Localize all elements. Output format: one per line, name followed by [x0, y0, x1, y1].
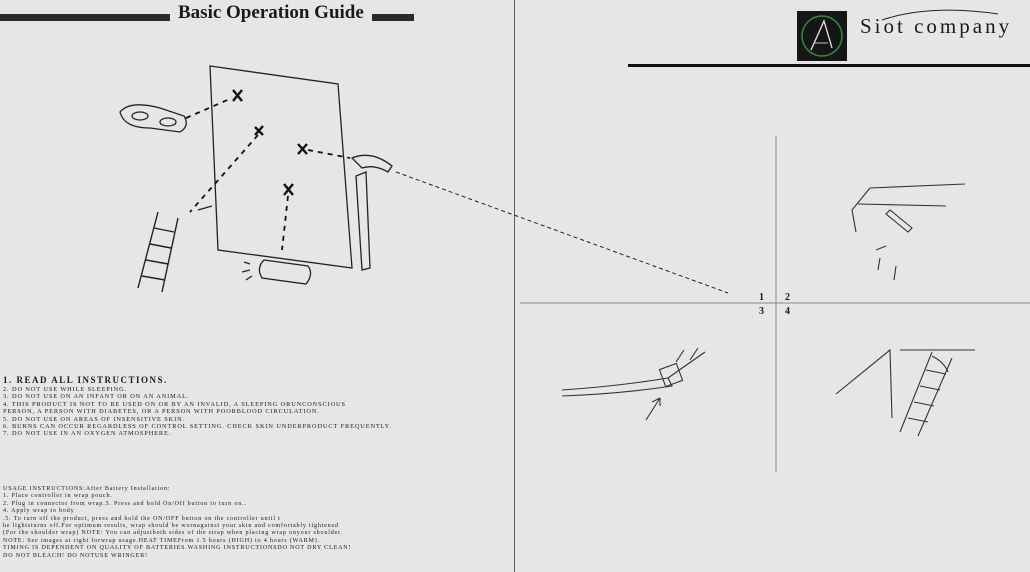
usage-line: (For the shoulder wrap) NOTE: You can adjustboth sides of the strap when placing wrap onyour shoulder.	[3, 530, 343, 537]
ladder-wall-sketch	[836, 350, 975, 436]
page-title: Basic Operation Guide	[178, 2, 364, 23]
ladder-sketch	[138, 212, 178, 292]
battery-sketch	[242, 260, 311, 284]
usage-line: USAGE INSTRUCTIONS:After Battery Installation:	[3, 486, 171, 492]
target-marks	[233, 90, 307, 195]
warning-line: 7. DO NOT USE IN AN OXYGEN ATMOSPHERE.	[3, 430, 172, 438]
usage-line: 2. Plug in connector from wrap.3. Press and hold On/Off button to turn on..	[3, 500, 247, 507]
goggles-sketch	[120, 105, 186, 132]
usage-line: NOTE: See images at right forwrap usage.HEAT TIMEFrom 1.5 hours (HIGH) to 4 hours (WARM).	[3, 537, 320, 544]
warnings-section	[3, 375, 508, 438]
arm-wrap-sketch	[562, 348, 705, 420]
warning-line: 6. BURNS CAN OCCUR REGARDLESS OF CONTROL SETTING. CHECK SKIN UNDERPRODUCT FREQUENTLY.	[3, 423, 392, 431]
usage-line: he lightsturns off.For optimum results, wrap should be wornagainst your skin and comfortably tightened	[3, 523, 339, 530]
warning-line: PERSON, A PERSON WITH DIABETES, OR A PERSON WITH POORBLOOD CIRCULATION.	[3, 408, 320, 416]
quadrant-label-3: 3	[759, 306, 764, 317]
wrap-pad-sketch	[198, 66, 352, 268]
warnings-heading: 1. READ ALL INSTRUCTIONS.	[3, 375, 168, 385]
connector-dashes	[186, 98, 350, 250]
usage-instructions	[3, 486, 508, 560]
usage-line: 1. Place controller in wrap pouch.	[3, 493, 113, 500]
hammer-sketch	[352, 155, 392, 270]
warning-line: 5. DO NOT USE ON AREAS OF INSENSITIVE SKIN.	[3, 415, 186, 423]
usage-line: TIMING IS DEPENDENT ON QUALITY OF BATTERIES.WASHING INSTRUCTIONSDO NOT DRY CLEAN!	[3, 545, 352, 552]
quadrant-label-2: 2	[785, 292, 790, 303]
usage-line: .5. To turn off the product, press and hold the ON/OFF button on the controller until t	[3, 515, 281, 522]
company-name: Siot company	[860, 14, 1013, 38]
usage-line: DO NOT BLEACH! DO NOTUSE WRINGER!	[3, 552, 148, 559]
quadrant-label-4: 4	[785, 306, 790, 317]
quadrant-label-1: 1	[759, 292, 764, 303]
pointer-dashed-line	[396, 172, 728, 293]
shelf-sketch	[852, 184, 965, 280]
usage-line: 4. Apply wrap to body	[3, 508, 75, 515]
warning-line: 3. DO NOT USE ON AN INFANT OR ON AN ANIMAL.	[3, 393, 190, 401]
warning-line: 4. THIS PRODUCT IS NOT TO BE USED ON OR BY AN INVALID, A SLEEPING ORUNCONSCIOUS	[3, 400, 346, 408]
warning-line: 2. DO NOT USE WHILE SLEEPING.	[3, 386, 127, 393]
